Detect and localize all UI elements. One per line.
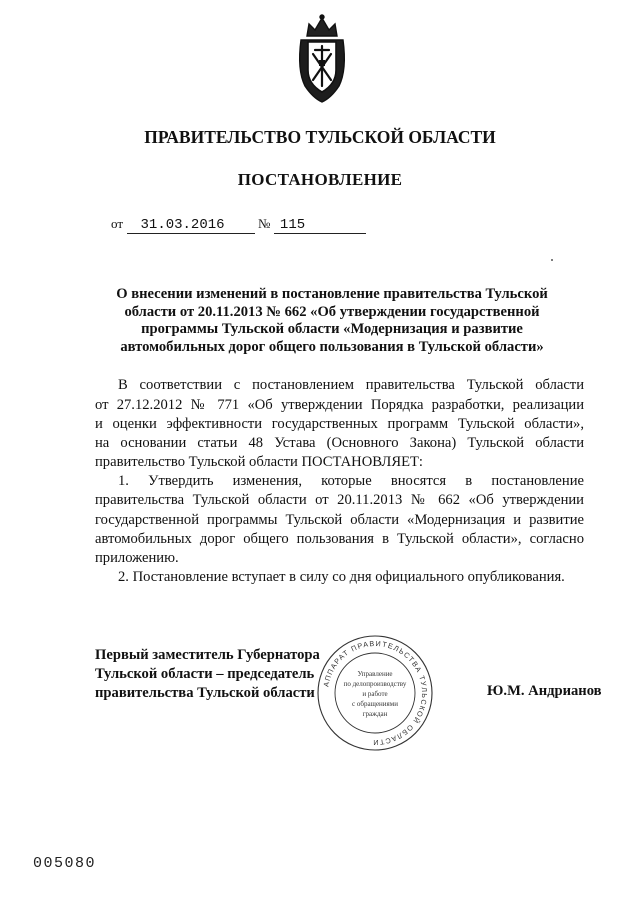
document-number: 115	[274, 218, 366, 234]
signatory-position-line: правительства Тульской области	[95, 685, 315, 701]
body-line: В соответствии с постановлением правительства Тульской области	[118, 377, 584, 393]
signatory-position	[95, 646, 320, 703]
signatory-position-line: Первый заместитель Губернатора	[95, 647, 320, 663]
body-line: автомобильных дорог общего пользования в Тульской области», согласно	[95, 531, 584, 547]
number-label: №	[258, 216, 271, 231]
document-serial-number: 005080	[33, 855, 97, 872]
body-line: на основании статьи 48 Устава (Основного Закона) Тульской области	[95, 435, 584, 451]
body-line: от 27.12.2012 № 771 «Об утверждении Порядка разработки, реализации	[95, 397, 584, 413]
government-title: ПРАВИТЕЛЬСТВО ТУЛЬСКОЙ ОБЛАСТИ	[144, 127, 496, 147]
body-line: и оценки эффективности государственных программ Тульской области»,	[95, 416, 584, 432]
stamp-center-line: граждан	[362, 710, 388, 718]
subject-line: автомобильных дорог общего пользования в Тульской области»	[120, 338, 544, 355]
stamp-ring-text: АППАРАТ ПРАВИТЕЛЬСТВА ТУЛЬСКОЙ ОБЛАСТИ	[321, 638, 430, 748]
signatory-name: Ю.М. Андрианов	[487, 683, 602, 699]
subject-line: области от 20.11.2013 № 662 «Об утверждении государственной	[124, 303, 540, 320]
stray-dot-mark	[551, 259, 553, 261]
stamp-center-line: и работе	[362, 690, 388, 698]
tula-coat-of-arms-icon	[293, 14, 351, 104]
stamp-center-line: Управление	[357, 670, 393, 678]
body-line: 1. Утвердить изменения, которые вносятся в постановление	[118, 473, 584, 489]
subject-line: программы Тульской области «Модернизация и развитие	[141, 321, 523, 337]
subject-line: О внесении изменений в постановление правительства Тульской	[116, 286, 548, 302]
official-stamp	[315, 633, 435, 753]
document-type: ПОСТАНОВЛЕНИЕ	[237, 170, 403, 189]
date-number-line	[111, 216, 366, 234]
date-label: от	[111, 216, 124, 231]
body-line: государственной программы Тульской области «Модернизация и развитие	[95, 512, 584, 528]
body-line: правительства Тульской области от 20.11.2013 № 662 «Об утверждении	[95, 492, 584, 508]
stamp-center-line: с обращениями	[352, 700, 398, 708]
body-line: 2. Постановление вступает в силу со дня официального опубликования.	[118, 569, 565, 585]
document-subject	[95, 286, 569, 356]
signatory-position-line: Тульской области – председатель	[95, 666, 315, 682]
stamp-center-line: по делопроизводству	[343, 680, 407, 688]
body-line: приложению.	[95, 550, 179, 566]
document-date: 31.03.2016	[127, 218, 255, 234]
body-line: правительство Тульской области ПОСТАНОВЛЯЕТ:	[95, 454, 423, 470]
